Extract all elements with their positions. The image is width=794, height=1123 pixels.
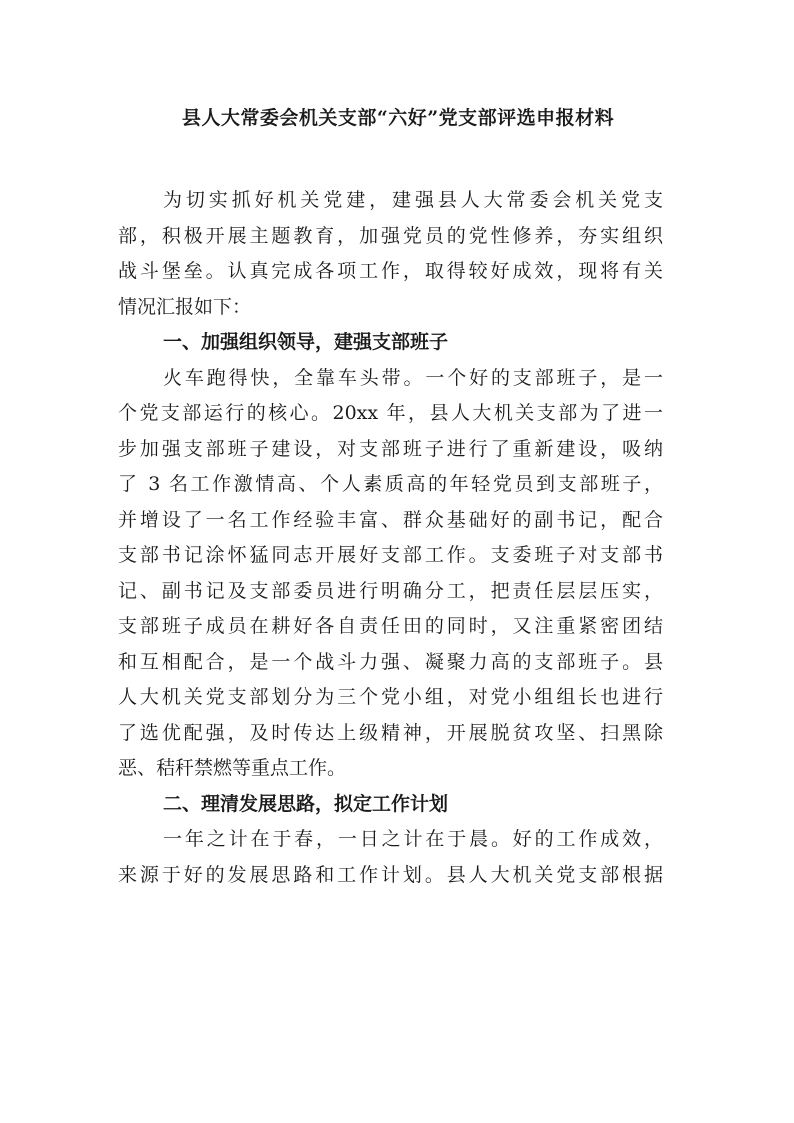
document-title: 县人大常委会机关支部“六好”党支部评选申报材料 bbox=[181, 107, 615, 129]
paragraph-line: 战斗堡垒。认真完成各项工作，取得较好成效，现将有关 bbox=[118, 260, 663, 282]
paragraph-line: 步加强支部班子建设，对支部班子进行了重新建设，吸纳 bbox=[118, 437, 663, 460]
section-heading: 一、加强组织领导，建强支部班子 bbox=[163, 331, 449, 353]
document-body bbox=[118, 183, 663, 893]
paragraph-line: 部，积极开展主题教育，加强党员的党性修养，夯实组织 bbox=[118, 224, 663, 247]
paragraph-line: 和互相配合，是一个战斗力强、凝聚力高的支部班子。县 bbox=[118, 650, 663, 673]
paragraph-line: 情况汇报如下： bbox=[118, 295, 252, 318]
paragraph-line: 个党支部运行的核心。20xx 年，县人大机关支部为了进一 bbox=[118, 402, 663, 424]
paragraph-line: 恶、秸秆禁燃等重点工作。 bbox=[118, 757, 347, 779]
paragraph-line: 并增设了一名工作经验丰富、群众基础好的副书记，配合 bbox=[118, 508, 663, 531]
paragraph-line: 记、副书记及支部委员进行明确分工，把责任层层压实， bbox=[118, 579, 663, 602]
paragraph-line: 人大机关党支部划分为三个党小组，对党小组组长也进行 bbox=[118, 686, 663, 708]
paragraph-line: 一年之计在于春，一日之计在于晨。好的工作成效， bbox=[163, 828, 663, 850]
paragraph-line: 支部书记涂怀猛同志开展好支部工作。支委班子对支部书 bbox=[118, 544, 663, 566]
paragraph-line: 火车跑得快，全靠车头带。一个好的支部班子，是一 bbox=[163, 366, 663, 389]
paragraph-line: 了选优配强，及时传达上级精神，开展脱贫攻坚、扫黑除 bbox=[118, 721, 663, 744]
paragraph-line: 为切实抓好机关党建，建强县人大常委会机关党支 bbox=[163, 189, 663, 211]
paragraph-line: 来源于好的发展思路和工作计划。县人大机关党支部根据 bbox=[118, 863, 663, 886]
paragraph-line: 支部班子成员在耕好各自责任田的同时，又注重紧密团结 bbox=[118, 615, 663, 637]
paragraph-line: 了 3 名工作激情高、个人素质高的年轻党员到支部班子， bbox=[118, 473, 663, 495]
section-heading: 二、理清发展思路，拟定工作计划 bbox=[163, 792, 449, 815]
